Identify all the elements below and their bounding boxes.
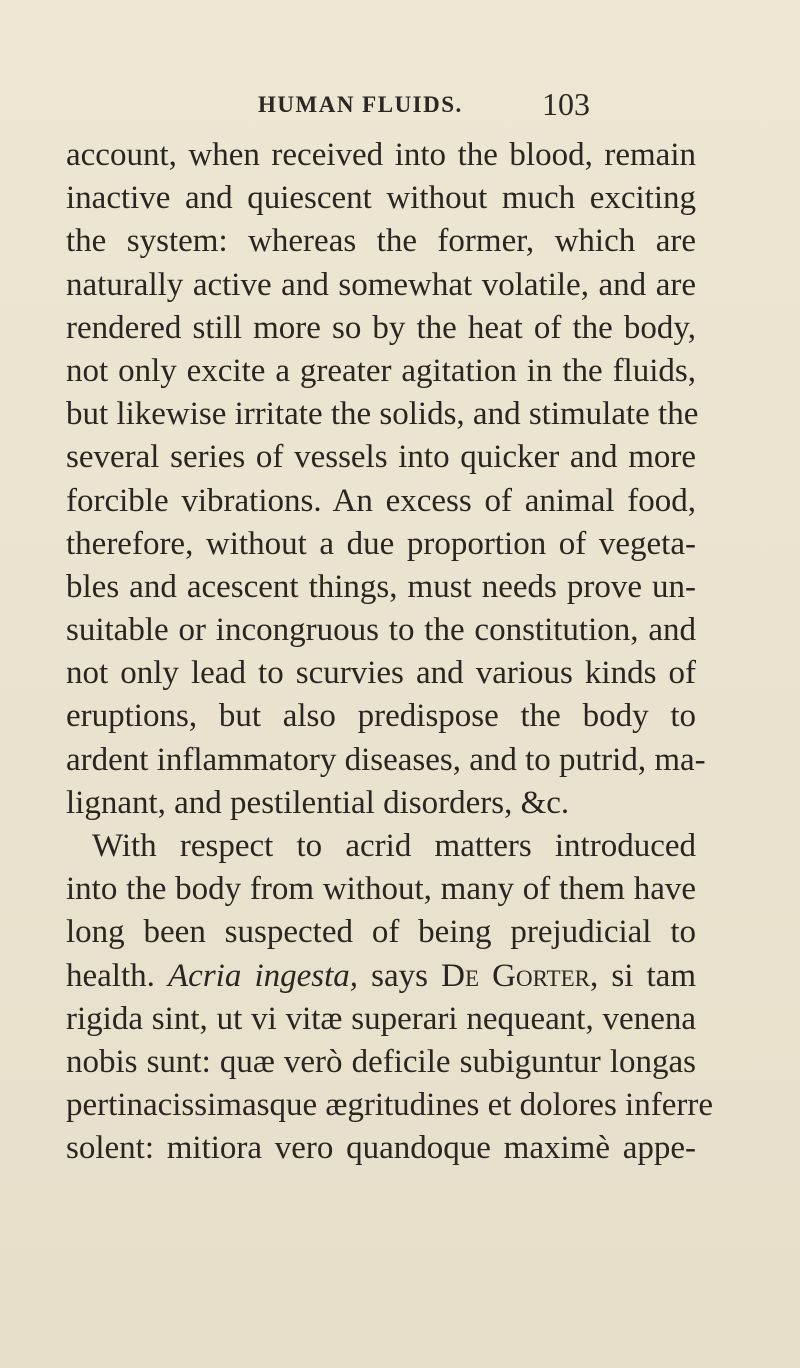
body-text <box>66 134 713 1171</box>
text-line: ardent inflammatory diseases, and to putrid, ma- <box>66 741 706 778</box>
text-line: not only lead to scurvies and various kinds of <box>66 655 696 692</box>
text-line: several series of vessels into quicker and more <box>66 439 696 476</box>
text-line: therefore, without a due proportion of vegeta- <box>66 525 696 562</box>
text-line: into the body from without, many of them have <box>66 871 696 908</box>
text-line: not only excite a greater agitation in the fluids, <box>66 352 696 389</box>
paragraph-start-line: With respect to acrid matters introduced <box>92 828 696 864</box>
page-number: 103 <box>542 86 590 122</box>
text-line: nobis sunt: quæ verò deficile subiguntur longas <box>66 1043 696 1080</box>
text-line: rigida sint, ut vi vitæ superari nequeant, venena <box>66 1000 696 1037</box>
text-line: forcible vibrations. An excess of animal food, <box>66 482 696 519</box>
running-title: HUMAN FLUIDS. <box>258 92 463 117</box>
text-fragment: says <box>371 957 429 994</box>
running-head <box>258 86 658 126</box>
text-line: eruptions, but also predispose the body to <box>66 698 696 735</box>
text-line: account, when received into the blood, remain <box>66 137 696 173</box>
text-line: suitable or incongruous to the constitution, and <box>66 612 696 649</box>
text-fragment: si tam <box>611 957 696 994</box>
text-line: naturally active and somewhat volatile, and are <box>66 266 696 303</box>
text-line: lignant, and pestilential disorders, &c. <box>66 784 570 821</box>
text-line: solent: mitiora vero quandoque maximè appe- <box>66 1130 696 1167</box>
text-line: the system: whereas the former, which are <box>66 223 696 260</box>
text-line: inactive and quiescent without much exciting <box>66 180 696 217</box>
text-line: pertinacissimasque ægritudines et dolores inferre <box>66 1087 713 1124</box>
text-line: long been suspected of being prejudicial to <box>66 914 696 951</box>
text-line: bles and acescent things, must needs prove un- <box>66 568 696 605</box>
latin-quote-title: Acria ingesta, <box>168 957 359 994</box>
text-line: rendered still more so by the heat of the body, <box>66 309 696 346</box>
text-line: but likewise irritate the solids, and stimulate the <box>66 396 699 433</box>
text-fragment: health. <box>66 957 155 994</box>
author-name: De Gorter, <box>441 957 599 994</box>
text-line-citation <box>66 955 696 998</box>
